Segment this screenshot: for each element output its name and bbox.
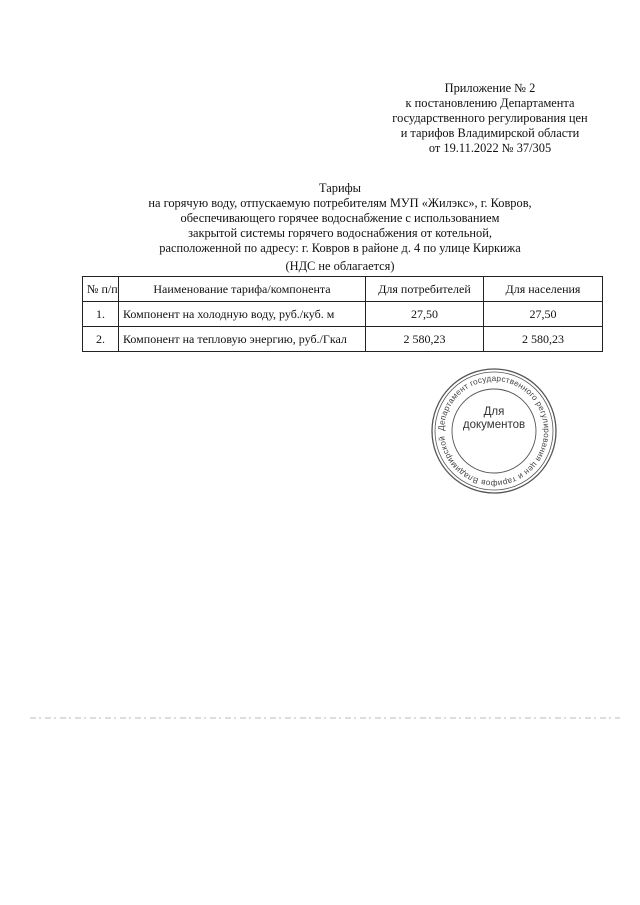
table-row xyxy=(83,327,603,352)
row-number: 1. xyxy=(83,302,119,327)
stamp-ring-text: Департамент государственного регулирования цен и тарифов Владимирской xyxy=(436,373,552,489)
title-line-2: обеспечивающего горячее водоснабжение с использованием xyxy=(180,211,500,225)
official-stamp xyxy=(429,366,559,496)
header-consumers: Для потребителей xyxy=(366,277,484,302)
row-name: Компонент на холодную воду, руб./куб. м xyxy=(119,302,366,327)
appendix-number: Приложение № 2 xyxy=(444,81,536,95)
table-row xyxy=(83,302,603,327)
row-population-value: 2 580,23 xyxy=(484,327,603,352)
document-title xyxy=(60,181,620,256)
header-number: № п/п xyxy=(83,277,119,302)
appendix-region: и тарифов Владимирской области xyxy=(400,126,580,140)
scan-artifact-line xyxy=(30,717,620,719)
table-header-row xyxy=(83,277,603,302)
row-number: 2. xyxy=(83,327,119,352)
appendix-department: государственного регулирования цен xyxy=(392,111,588,125)
stamp-center-line-1: Для xyxy=(483,406,505,418)
row-consumers-value: 27,50 xyxy=(366,302,484,327)
title-line-3: закрытой системы горячего водоснабжения от котельной, xyxy=(188,226,492,240)
stamp-center-line-2: документов xyxy=(462,419,526,431)
title-heading: Тарифы xyxy=(319,181,361,195)
row-population-value: 27,50 xyxy=(484,302,603,327)
vat-note: (НДС не облагается) xyxy=(285,259,395,273)
appendix-header xyxy=(382,81,598,156)
tariff-table xyxy=(82,276,603,352)
title-line-1: на горячую воду, отпускаемую потребителям МУП «Жилэкс», г. Ковров, xyxy=(148,196,532,210)
stamp-center-text xyxy=(429,406,559,432)
appendix-date: от 19.11.2022 № 37/305 xyxy=(428,141,552,155)
title-line-4: расположенной по адресу: г. Ковров в районе д. 4 по улице Киркижа xyxy=(159,241,521,255)
row-name: Компонент на тепловую энергию, руб./Гкал xyxy=(119,327,366,352)
header-population: Для населения xyxy=(484,277,603,302)
header-name: Наименование тарифа/компонента xyxy=(119,277,366,302)
appendix-resolution: к постановлению Департамента xyxy=(405,96,575,110)
row-consumers-value: 2 580,23 xyxy=(366,327,484,352)
